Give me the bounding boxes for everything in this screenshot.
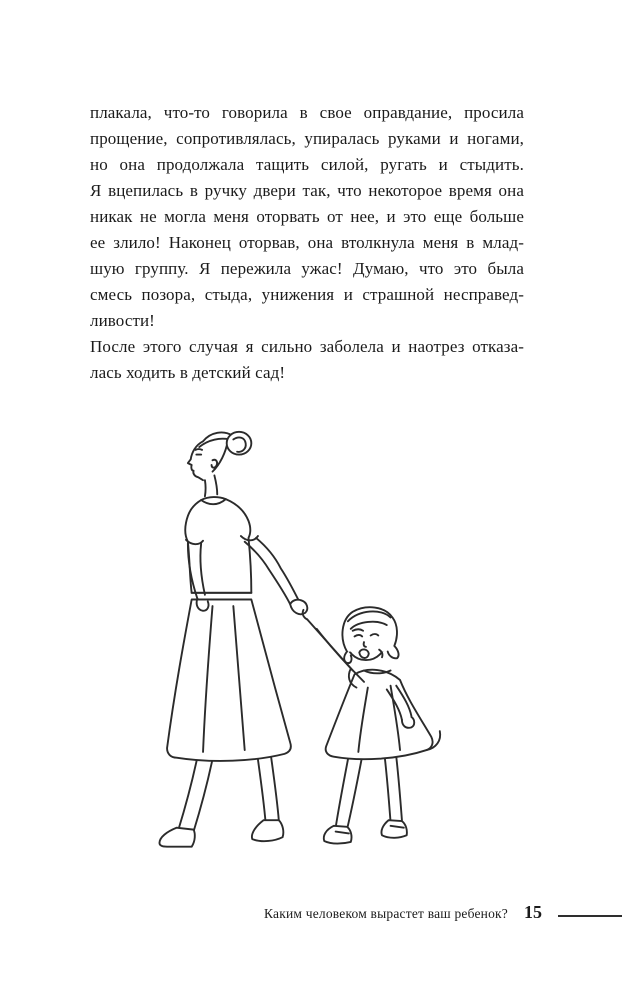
body-text-line: лась ходить в детский сад! [90,363,286,382]
body-text-line: После этого случая я сильно заболела и наотрез отказа- [90,337,524,356]
running-title: Каким человеком вырастет ваш ребенок? [263,906,508,921]
body-text-line: Я вцепилась в ручку двери так, что некоторое время она [90,181,524,200]
page-footer [0,902,622,923]
body-text-line: но она продолжала тащить силой, ругать и стыдить. [90,155,524,174]
body-text-line: никак не могла меня оторвать от нее, и это еще больше [90,207,524,226]
body-text-line: плакала, что-то говорила в свое оправдание, просила [90,103,524,122]
page-number: 15 [524,902,542,922]
body-text-line: шую группу. Я пережила ужас! Думаю, что это была [90,259,524,278]
footer-rule [558,915,622,917]
body-text-line: прощение, сопротивлялась, упиралась руками и ногами, [90,129,524,148]
body-text-line: смесь позора, стыда, унижения и страшной несправед- [90,285,524,304]
illustration-svg [150,416,472,872]
body-text-line: ее злило! Наконец оторвав, она втолкнула меня в млад- [90,233,524,252]
body-text [90,100,524,386]
body-text-line: ливости! [90,311,155,330]
mother-pulling-child-illustration [150,416,472,872]
paragraph [90,334,524,386]
paragraph [90,100,524,334]
